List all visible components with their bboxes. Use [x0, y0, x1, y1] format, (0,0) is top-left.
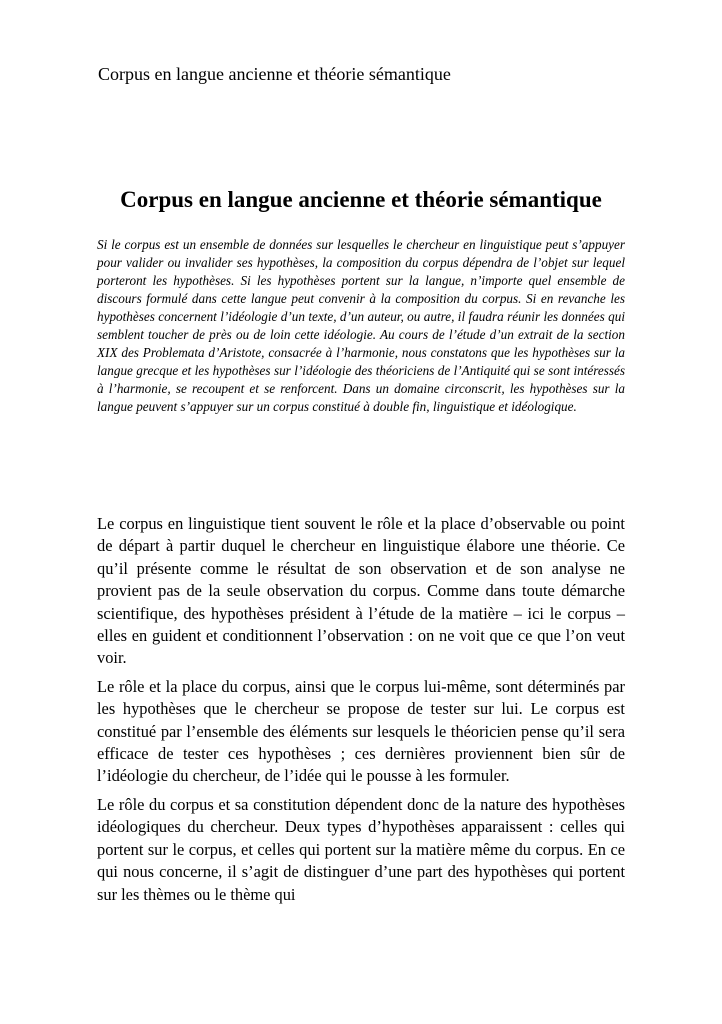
abstract: Si le corpus est un ensemble de données sur lesquelles le chercheur en linguistique peut s’appuyer pour valider ou invalider ses hypothèses, la composition du corpus dépendra de l’objet sur lequel porteront les hypothèses. Si les hypothèses portent sur la langue, n’importe quel ensemble de discours formulé dans cette langue peut convenir à la composition du corpus. Si en revanche les hypothèses concernent l’idéologie d’un texte, d’un auteur, ou autre, il faudra réunir les données qui semblent toucher de près ou de loin cette idéologie. Au cours de l’étude d’un extrait de la section XIX des Problemata d’Aristote, consacrée à l’harmonie, nous constatons que les hypothèses sur la langue grecque et les hypothèses sur l’idéologie des théoriciens de l’Antiquité qui se sont intéressés à l’harmonie, se recoupent et se renforcent. Dans un domaine circonscrit, les hypothèses sur la langue peuvent s’appuyer sur un corpus constitué à double fin, linguistique et idéologique. [97, 237, 625, 414]
body-text [97, 513, 625, 912]
body-paragraph-3: Le rôle du corpus et sa constitution dépendent donc de la nature des hypothèses idéologiques du chercheur. Deux types d’hypothèses apparaissent : celles qui portent sur le corpus, et celles qui portent sur la matière même du corpus. En ce qui nous concerne, il s’agit de distinguer d’une part des hypothèses qui portent sur les thèmes ou le thème qui [97, 794, 625, 904]
body-paragraph-2: Le rôle et la place du corpus, ainsi que le corpus lui-même, sont déterminés par les hypothèses que le chercheur se propose de tester sur lui. Le corpus est constitué par l’ensemble des éléments sur lesquels le théoricien pense qu’il sera efficace de tester ces hypothèses ; ces dernières proviennent bien sûr de l’idéologie du chercheur, de l’idée qui le pousse à les formuler. [97, 676, 625, 786]
document-title: Corpus en langue ancienne et théorie sémantique [120, 187, 602, 212]
body-paragraph-1: Le corpus en linguistique tient souvent le rôle et la place d’observable ou point de départ à partir duquel le chercheur en linguistique élabore une théorie. Ce qu’il présente comme le résultat de son observation et de son analyse ne provient pas de la seule observation du corpus. Comme dans toute démarche scientifique, des hypothèses président à l’étude de la matière – ici le corpus – elles en guident et conditionnent l’observation : on ne voit que ce que l’on veut voir. [97, 514, 625, 668]
running-header: Corpus en langue ancienne et théorie sémantique [98, 64, 451, 84]
